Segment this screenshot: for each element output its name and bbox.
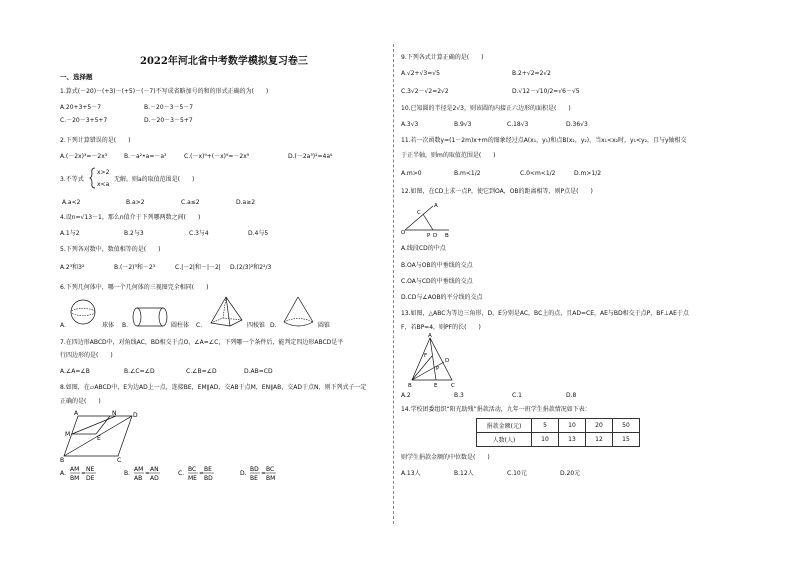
triangle-figure <box>406 334 456 388</box>
q8-b-num-2: AN <box>150 466 159 473</box>
q10-option-d: D.36√3 <box>566 121 588 128</box>
table-cell: 15 <box>613 433 640 447</box>
table-cell: 13 <box>559 433 586 447</box>
question-12: 12.如图，在CD上求一点P，使它到OA，OB的距离相等，则P点是( ) <box>401 188 593 195</box>
q13-option-d: D.8 <box>566 392 577 399</box>
question-6: 6.下列几何体中，哪一个几何体的三视图完全相同( ) <box>60 284 209 291</box>
q3-stem-suffix: 无解，则a的取值范围是( ) <box>114 176 195 183</box>
q13-option-a: A.2 <box>401 392 411 399</box>
q8-b-den-2: AD <box>150 475 159 482</box>
q9-option-c: C.3√2－√2=2√2 <box>401 88 449 95</box>
pyramid-figure <box>208 296 244 328</box>
sphere-figure <box>70 298 98 328</box>
question-10: 10.已知圆的半径是2√3，则该圆的内接正六边形的面积是( ) <box>401 105 571 112</box>
q2-option-b: B.－a²•a=－a³ <box>124 153 167 160</box>
q3-inequality-1: x>2 <box>97 169 110 176</box>
fig8-label-d: D <box>133 412 138 419</box>
q2-option-a: A.(－2x)³=－2x³ <box>60 153 108 160</box>
q12-option-d: D.CD与∠AOB的平分线的交点 <box>401 294 483 301</box>
q4-option-c: C.3与4 <box>189 230 209 237</box>
q3-inequality-2: x<a <box>97 181 110 188</box>
q13-option-b: B.3 <box>454 392 464 399</box>
q8-d-num-1: BD <box>250 466 259 473</box>
question-11-line-2: 于正半轴，则m的取值范围是( ) <box>401 152 496 159</box>
q10-option-a: A.3√3 <box>401 121 419 128</box>
q11-option-d: D.m>1/2 <box>574 170 602 177</box>
svg-text:=: = <box>145 470 151 477</box>
fig12-label-a: A <box>434 203 438 209</box>
question-8-line-2: 正确的是( ) <box>60 398 101 405</box>
q13-option-c: C.1 <box>512 392 522 399</box>
q6-label-b: 圆柱体 <box>171 322 190 329</box>
table-row <box>477 419 640 433</box>
q7-option-d: D.AB=CD <box>244 368 273 375</box>
fig8-label-a: A <box>74 410 79 417</box>
q8-c-den-1: ME <box>188 475 197 482</box>
question-7-line-1: 7.在四边形ABCD中，对角线AC，BD相交于点O，∠A=∠C，下列哪一个条件后，能判定四边形ABCD是平 <box>60 339 344 346</box>
question-13-line-1: 13.如图，△ABC为等边三角形，D，E分别是AC，BC上的点，且AD=CE，AE与BD相交于点P，BF⊥AE于点 <box>401 310 689 317</box>
q6-option-c: C. <box>196 322 203 329</box>
q3-option-d: D.a≥2 <box>236 199 256 206</box>
q3-stem-prefix: 3.不等式 <box>60 176 84 183</box>
table-row <box>477 433 640 447</box>
fig8-label-m: M <box>65 431 71 438</box>
q1-option-a: A.20+3+5－7 <box>60 104 102 111</box>
q14-followup: 则学生捐款金额的中位数是( ) <box>401 454 490 461</box>
q2-option-d: D.(－2a³)²=4a⁶ <box>288 153 333 160</box>
q9-option-d: D.√12－√10/2=√6－√5 <box>512 88 580 95</box>
q14-option-c: C.10元 <box>507 470 527 477</box>
svg-text:=: = <box>199 470 205 477</box>
q9-option-a: A.√2+√3=√5 <box>401 70 440 77</box>
angle-figure <box>401 200 451 240</box>
q14-option-b: B.12人 <box>454 470 474 477</box>
q6-label-c: 四棱锥 <box>247 322 266 329</box>
q8-c-num-1: BC <box>188 466 197 473</box>
q5-option-c: C.|－2|和－|－2| <box>175 264 221 271</box>
fig13-label-b: B <box>408 383 412 389</box>
table-header-count: 人数(人) <box>477 433 532 447</box>
q6-option-b: B. <box>122 322 129 329</box>
svg-text:=: = <box>261 470 267 477</box>
q14-option-a: A.13人 <box>401 470 421 477</box>
question-11-line-1: 11.若一次函数y=(1－2m)x+m的图象经过点A(x₁，y₁)和点B(x₂，y₂)，当x₁<x₂时，y₁<y₂，且与y轴相交 <box>401 137 687 144</box>
svg-text:C.: C. <box>178 470 185 477</box>
fig13-label-p: P <box>436 366 440 372</box>
q5-option-a: A.2³和3² <box>60 264 85 271</box>
q4-option-d: D.4与5 <box>248 230 269 237</box>
q6-label-a: 球体 <box>102 322 115 329</box>
q10-option-b: B.9√3 <box>454 121 472 128</box>
q11-option-b: B.m<1/2 <box>454 170 481 177</box>
q8-c-den-2: BD <box>204 475 213 482</box>
q8-c-num-2: BE <box>204 466 212 473</box>
q11-option-c: C.0<m<1/2 <box>520 170 556 177</box>
table-cell: 20 <box>586 419 613 433</box>
q1-option-c: C.－20－3+5+7 <box>60 117 108 124</box>
table-cell: 5 <box>532 419 559 433</box>
q8-d-den-1: BE <box>250 475 258 482</box>
q6-label-d: 圆锥 <box>318 322 331 329</box>
q9-option-b: B.2+√2=2√2 <box>512 70 551 77</box>
q8-b-num-1: AM <box>134 466 144 473</box>
q5-option-b: B.(－2)³和－2³ <box>114 264 156 271</box>
q1-option-b: B.－20－3－5－7 <box>144 104 194 111</box>
fig8-label-e: E <box>97 435 101 442</box>
svg-text:B.: B. <box>124 470 131 477</box>
q6-option-d: D. <box>270 322 277 329</box>
q8-a-den-2: DE <box>86 475 95 482</box>
fig13-label-e: E <box>434 383 438 389</box>
column-divider <box>393 44 394 524</box>
table-cell: 12 <box>586 433 613 447</box>
q12-option-c: C.OA与CD的中垂线的交点 <box>401 278 473 285</box>
question-5: 5.下列各对数中，数值相等的是( ) <box>60 246 161 253</box>
question-4: 4.设n=√13－1，那么n值介于下列哪两数之间( ) <box>60 214 201 221</box>
q11-option-a: A.m>0 <box>401 170 422 177</box>
q12-option-b: B.OA与OB的中垂线的交点 <box>401 262 473 269</box>
question-7-line-2: 行四边形的是( ) <box>60 352 113 359</box>
q7-option-b: B.∠C=∠D <box>124 368 155 375</box>
q6-option-a: A. <box>60 322 66 329</box>
q14-option-d: D.20元 <box>560 470 581 477</box>
q4-option-a: A.1与2 <box>60 230 80 237</box>
svg-text:=: = <box>81 470 87 477</box>
q8-d-num-2: BC <box>266 466 275 473</box>
question-1: 1.算式(－20)－(+3)－(+5)－(－7)不写成省略加号的和的形式正确的为( ) <box>60 88 269 95</box>
q8-options <box>60 464 320 486</box>
question-13-line-2: F，若BP=4，则PF的长( ) <box>401 324 481 331</box>
fig12-label-d: D <box>433 233 438 239</box>
q4-option-b: B.2与3 <box>124 230 144 237</box>
table-cell: 10 <box>532 433 559 447</box>
svg-text:A.: A. <box>60 470 66 477</box>
q12-option-a: A.线段CD的中点 <box>401 245 446 252</box>
q3-option-a: A.a<2 <box>62 199 81 206</box>
parallelogram-figure <box>60 412 140 462</box>
q3-option-c: C.a≤2 <box>181 199 200 206</box>
table-header-amount: 捐款金额(元) <box>477 419 532 433</box>
question-14: 14.学校团委组织“阳光助残”捐款活动，九年一班学生捐款情况如下表： <box>401 406 591 413</box>
section-heading: 一、选择题 <box>60 73 93 81</box>
donation-table <box>476 418 640 447</box>
q8-d-den-2: BM <box>266 475 276 482</box>
fig13-label-a: A <box>428 333 432 339</box>
q2-option-c: C.(－x)⁹+(－x)⁹=－2x⁹ <box>184 153 250 160</box>
question-2: 2.下列计算错误的是( ) <box>60 137 131 144</box>
q3-option-b: B.a>2 <box>126 199 145 206</box>
q10-option-c: C.18√3 <box>507 121 529 128</box>
fig8-label-n: N <box>112 410 117 417</box>
fig13-label-d: D <box>445 358 450 364</box>
fig12-label-b: B <box>445 233 449 239</box>
fig8-label-b: B <box>60 457 65 464</box>
q7-option-c: C.∠B=∠D <box>186 368 217 375</box>
q8-a-den-1: BM <box>70 475 80 482</box>
q7-option-a: A.∠A=∠B <box>60 368 90 375</box>
q5-option-d: D.(2/3)²和2²/3 <box>230 264 272 271</box>
question-8-line-1: 8.如图，在▱ABCD中，E为边AD上一点，连接BE，EM∥AD，交AB于点M，EN∥AB，交AD于点N，则下列式子一定 <box>60 384 367 391</box>
fig13-label-f: F <box>424 353 428 359</box>
cylinder-figure <box>132 306 168 330</box>
fig12-label-o: O <box>401 230 406 236</box>
cone-figure <box>282 296 316 330</box>
brace-icon <box>89 167 97 189</box>
svg-text:D.: D. <box>240 470 247 477</box>
fig12-label-p: P <box>427 233 431 239</box>
q8-b-den-1: AB <box>134 475 143 482</box>
page-title: 2022年河北省中考数学模拟复习卷三 <box>140 56 308 67</box>
fig12-label-c: C <box>417 210 421 216</box>
q8-a-num-2: NE <box>86 466 95 473</box>
fig13-label-c: C <box>451 383 455 389</box>
table-cell: 10 <box>559 419 586 433</box>
table-cell: 50 <box>613 419 640 433</box>
question-9: 9.下列各式计算正确的是( ) <box>401 54 484 61</box>
q8-a-num-1: AM <box>70 466 80 473</box>
fig8-label-c: C <box>117 457 122 464</box>
q1-option-d: D.－20－3－5+7 <box>144 117 193 124</box>
